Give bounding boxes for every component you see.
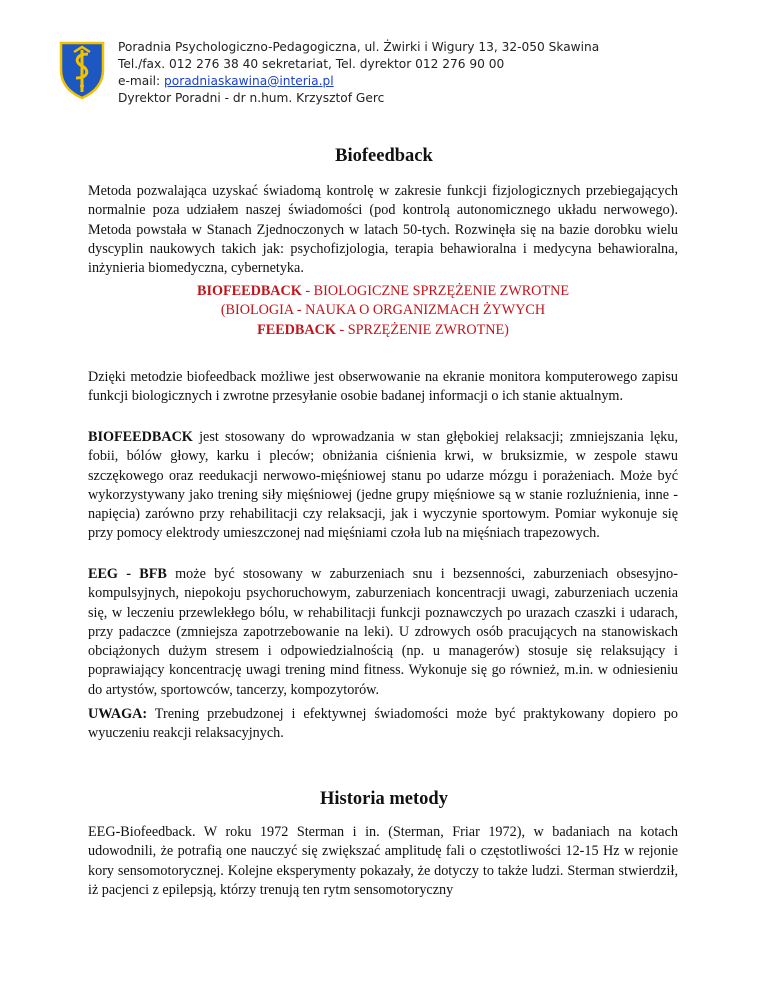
coat-of-arms-icon — [58, 40, 106, 100]
definition-line-2: (BIOLOGIA - NAUKA O ORGANIZMACH ŻYWYCH — [220, 302, 546, 319]
history-paragraph: EEG-Biofeedback. W roku 1972 Sterman i in. (Sterman, Friar 1972), w badaniach na kotach udowodnili, że potrafią one nauczyć się zwiększać amplitudę fali o częstotliwości 12-15 Hz w rejonie kory sensomotorycznej. Kolejne eksperymenty pokazały, że dotyczy to także ludzi. Sterman stwierdził, iż pacjenci z epilepsją, którzy trenują ten rytm sensomotoryczny — [88, 824, 678, 898]
definition-term-feedback: FEEDBACK — [257, 321, 336, 338]
intro-paragraph: Metoda pozwalająca uzyskać świadomą kontrolę w zakresie funkcji fizjologicznych przebiegających normalnie poza udziałem naszej świadomości (pod kontrolą autonomicznego układu nerwowego). Metoda powstała w Stanach Zjednoczonych w latach 50-tych. Rozwinęła się na bazie dorobku wielu dyscyplin naukowych takich jak: psychofizjologia, terapia behawioralna i medycyna behawioralna, inżynieria biomedyczna, cybernetyka. — [88, 183, 678, 277]
eeg-bfb-paragraph — [88, 565, 678, 700]
biofeedback-use-text: jest stosowany do wprowadzania w stan głębokiej relaksacji; zmniejszania lęku, fobii, bólów głowy, karku i pleców; obniżania ciśnienia krwi, w bruksizmie, w zespole stawu szczękowego oraz reedukacji nerwowo-mięśniowej stanu po udarze mózgu i porażeniach. Może być wykorzystywany jako trening siły mięśniowej (jedne grupy mięśniowe są w stanie rozluźnienia, inne - napięcia) zarówno przy rehabilitacji czy relaksacji, jak i wyczynie sportowym. Pomiar wykonuje się przy pomocy elektrody umieszczonej nad mięśniami czoła lub na mięśniach trapezowych. — [88, 429, 678, 542]
biofeedback-term: BIOFEEDBACK — [88, 429, 193, 445]
definition-line-1 — [88, 282, 678, 301]
definition-text-3: - SPRZĘŻENIE ZWROTNE) — [335, 321, 509, 338]
email-link[interactable]: poradniaskawina@interia.pl — [164, 74, 334, 88]
section-title-history: Historia metody — [320, 789, 448, 809]
address-line: Poradnia Psychologiczno-Pedagogiczna, ul. Żwirki i Wigury 13, 32-050 Skawina — [118, 40, 600, 54]
definition-block — [88, 282, 678, 340]
letterhead-text — [118, 39, 599, 107]
email-label: e-mail: — [118, 74, 164, 88]
section-title-biofeedback: Biofeedback — [335, 146, 433, 166]
letterhead — [58, 38, 708, 110]
biofeedback-use-paragraph — [88, 428, 678, 544]
director-line: Dyrektor Poradni - dr n.hum. Krzysztof Gerc — [118, 91, 385, 105]
monitor-paragraph: Dzięki metodzie biofeedback możliwe jest obserwowanie na ekranie monitora komputerowego zapisu funkcji biologicznych i zwrotne przesyłanie osobie badanej informacji o ich stanie aktualnym. — [88, 369, 678, 405]
warning-label: UWAGA: — [88, 706, 148, 722]
eeg-bfb-text: może być stosowany w zaburzeniach snu i bezsenności, zaburzeniach obsesyjno-kompulsyjnych, niepokoju psychoruchowym, zaburzeniach koncentracji uwagi, zaburzeniach uczenia się, w leczeniu przewlekłego bólu, w rehabilitacji funkcji poznawczych po urazach czaszki i udarach, przy padaczce (zmniejsza zapotrzebowanie na leki). U zdrowych osób pracujących na stanowiskach obciążonych dużym stresem i odpowiedzialnością (np. u managerów) stosuje się relaksujący i poprawiający koncentrację uwagi trening mind fitness. Wykonuje się go również, m.in. w odniesieniu do artystów, sportowców, tancerzy, kompozytorów. — [88, 566, 678, 698]
eeg-bfb-term: EEG - BFB — [88, 566, 167, 582]
definition-term-biofeedback: BIOFEEDBACK — [196, 283, 302, 299]
warning-text: Trening przebudzonej i efektywnej świadomości może być praktykowany dopiero po wyuczeniu reakcji relaksacyjnych. — [88, 706, 678, 742]
warning-paragraph — [88, 705, 678, 744]
email-line — [118, 73, 599, 90]
definition-line-3 — [88, 321, 678, 340]
phone-line: Tel./fax. 012 276 38 40 sekretariat, Tel. dyrektor 012 276 90 00 — [118, 57, 505, 71]
definition-text-1: - BIOLOGICZNE SPRZĘŻENIE ZWROTNE — [301, 283, 570, 299]
